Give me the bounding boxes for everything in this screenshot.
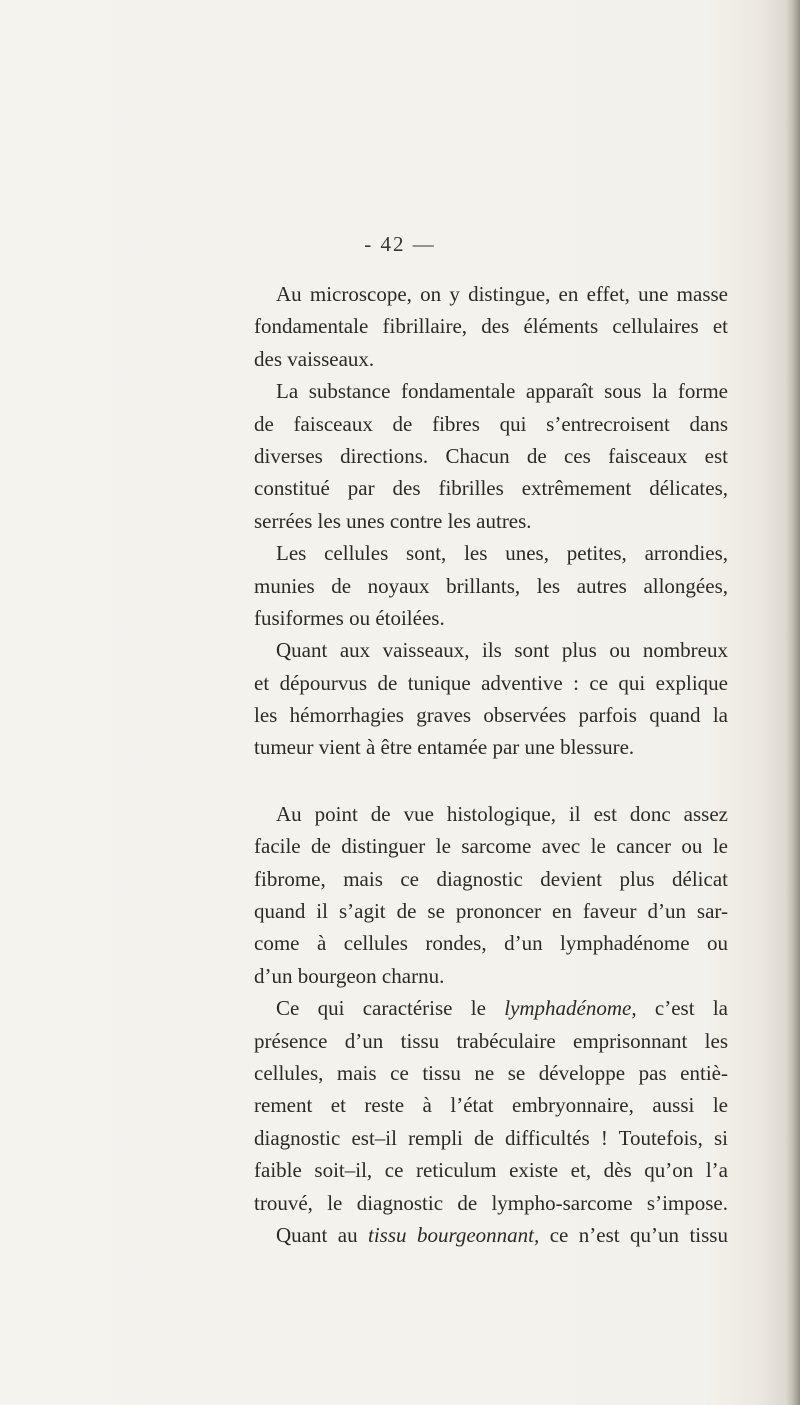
text-line: des vaisseaux. <box>254 346 375 371</box>
page-number: - 42 — <box>364 232 436 256</box>
text-line-with-italic <box>254 992 728 1024</box>
text-segment: ce n’est qu’un tissu <box>539 1222 728 1247</box>
text-line: les hémorrhagies graves observées parfois quand la <box>254 703 728 728</box>
text-line: facile de distinguer le sarcome avec le cancer ou le <box>254 834 728 859</box>
text-line: tumeur vient à être entamée par une blessure. <box>254 735 635 760</box>
text-line: trouvé, le diagnostic de lympho-sarcome s’impose. <box>254 1190 728 1215</box>
italic-term: lymphadénome, <box>504 996 637 1021</box>
text-line: et dépourvus de tunique adventive : ce qui explique <box>254 670 728 695</box>
text-line: Les cellules sont, les unes, petites, arrondies, <box>276 541 728 566</box>
italic-term: tissu bourgeonnant, <box>368 1222 540 1247</box>
text-line: constitué par des fibrilles extrêmement délicates, <box>254 476 728 501</box>
text-line: La substance fondamentale apparaît sous la forme <box>276 379 728 404</box>
text-line: cellules, mais ce tissu ne se développe pas entiè- <box>254 1060 728 1085</box>
text-line: quand il s’agit de se prononcer en faveur d’un sar- <box>254 899 728 924</box>
text-line: come à cellules rondes, d’un lymphadénome ou <box>254 931 728 956</box>
text-line: d’un bourgeon charnu. <box>254 963 445 988</box>
text-line: de faisceaux de fibres qui s’entrecroisent dans <box>254 411 728 436</box>
text-line-with-italic <box>254 1219 728 1251</box>
section-break <box>254 764 728 798</box>
text-segment: Quant au <box>276 1222 369 1247</box>
text-line: Au point de vue histologique, il est donc assez <box>276 801 728 826</box>
text-line: munies de noyaux brillants, les autres allongées, <box>254 573 728 598</box>
text-line: diverses directions. Chacun de ces faisceaux est <box>254 443 728 468</box>
text-line: serrées les unes contre les autres. <box>254 508 532 533</box>
text-line: fondamentale fibrillaire, des éléments cellulaires et <box>254 314 728 339</box>
text-segment: Ce qui caractérise le <box>276 996 505 1021</box>
text-line: Au microscope, on y distingue, en effet, une masse <box>276 282 728 306</box>
text-line: fusiformes ou étoilées. <box>254 605 445 630</box>
body-text <box>254 278 728 1251</box>
text-line: diagnostic est–il rempli de difficultés ! Toutefois, si <box>254 1125 728 1150</box>
text-line: rement et reste à l’état embryonnaire, aussi le <box>254 1093 728 1118</box>
text-line: présence d’un tissu trabéculaire emprisonnant les <box>254 1028 728 1053</box>
text-line: faible soit–il, ce reticulum existe et, dès qu’on l’a <box>254 1158 728 1183</box>
text-segment: c’est la <box>636 996 728 1021</box>
text-line: Quant aux vaisseaux, ils sont plus ou nombreux <box>276 638 728 663</box>
page-edge-shadow <box>786 0 800 1405</box>
text-line: fibrome, mais ce diagnostic devient plus délicat <box>254 866 728 891</box>
